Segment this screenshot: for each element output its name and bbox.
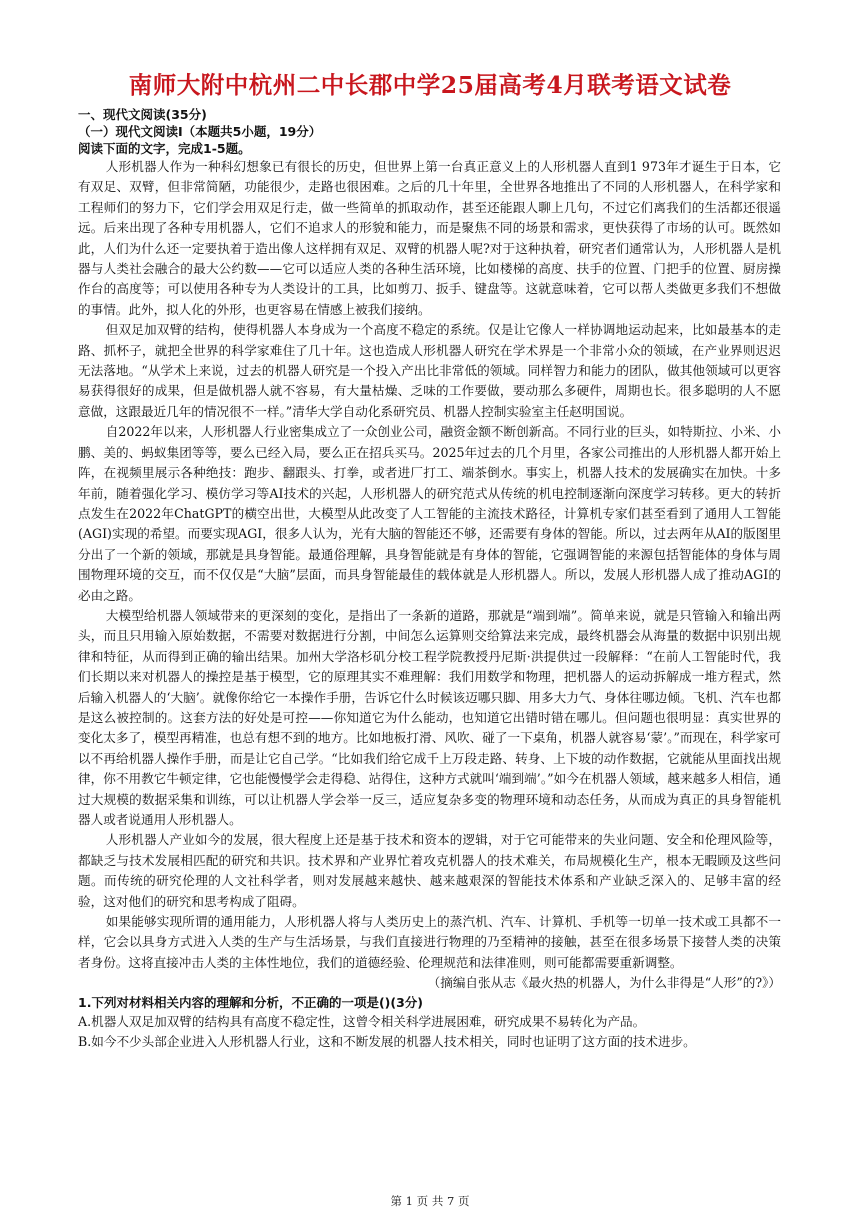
subsection-heading: （一）现代文阅读Ⅰ（本题共5小题，19分） [78,124,322,139]
article-source: （摘编自张从志《最火热的机器人，为什么非得是“人形”的?》） [427,975,781,991]
article-paragraph-6: 如果能够实现所谓的通用能力，人形机器人将与人类历史上的蒸汽机、汽车、计算机、手机等一切单一技术或工具都不一样，它会以具身方式进入人类的生产与生活场景，与我们直接进行物理的乃至精神的接触，甚至在很多场景下接替人类的决策者身份。这将直接冲击人类的主体性地位，我们的道德经验、伦理规范和法律准则，则可能都需要重新调整。 [78,914,781,970]
section-heading: 一、现代文阅读(35分) [78,107,207,122]
article-paragraph-4: 大模型给机器人领域带来的更深刻的变化，是指出了一条新的道路，那就是“端到端”。简单来说，就是只管输入和输出两头，而且只用输入原始数据，不需要对数据进行分割，中间怎么运算则交给算法来完成，最终机器会从海量的数据中识别出规律和特征，从而得到正确的输出结果。加州大学洛杉矶分校工程学院教授丹尼斯·洪提供过一段解释：“在前人工智能时代，我们长期以来对机器人的操控是基于模型，它的原理其实不难理解：我们用数学和物理，把机器人的运动拆解成一堆方程式，然后输入机器人的‘大脑’。就像你给它一本操作手册，告诉它什么时候该迈哪只脚、用多大力气、身体往哪边倾。飞机、汽车也都是这么被控制的。这套方法的好处是可控——你知道它为什么能动，也知道它出错时错在哪儿。但问题也很明显：真实世界的变化太多了，模型再精准，也总有想不到的地方。比如地板打滑、风吹、碰了一下桌角，机器人就容易‘蒙’。”而现在，科学家可以不再给机器人操作手册，而是让它自己学。“比如我们给它成千上万段走路、转身、上下坡的动作数据，它就能从里面找出规律，你不用教它牛顿定律，它也能慢慢学会走得稳、站得住，这种方式就叫‘端到端’。”如今在机器人领域，越来越多人相信，通过大规模的数据采集和训练，可以让机器人学会举一反三，适应复杂多变的物理环境和动态任务，从而成为真正的具身智能机器人或者说通用人形机器人。 [78,607,781,827]
article-paragraph-1: 人形机器人作为一种科幻想象已有很长的历史，但世界上第一台真正意义上的人形机器人直到1 973年才诞生于日本，它有双足、双臂，但非常简陋，功能很少，走路也很困难。之后的几十年里，全世界各地推出了不同的人形机器人，在科学家和工程师们的努力下，它们学会用双足行走，做一些简单的抓取动作，甚至还能跟人聊上几句，不过它们离我们的生活都还很遥远。后来出现了各种专用机器人，它们不追求人的形貌和能力，而是聚焦不同的场景和需求，更快获得了市场的认可。既然如此，人们为什么还一定要执着于造出像人这样拥有双足、双臂的机器人呢?对于这种执着，研究者们通常认为，人形机器人是机器与人类社会融合的最大公约数——它可以适应人类的各种生活环境，比如楼梯的高度、扶手的位置、门把手的位置、厨房操作台的高度等；可以使用各种专为人类设计的工具，比如剪刀、扳手、键盘等。这就意味着，它可以帮人类做更多我们不想做的事情。此外，拟人化的外形，也更容易在情感上被我们接纳。 [78,159,781,317]
reading-instruction: 阅读下面的文字，完成1-5题。 [78,141,251,156]
question-1-option-a: A.机器人双足加双臂的结构具有高度不稳定性，这曾令相关科学进展困难，研究成果不易转化为产品。 [78,1014,646,1030]
article-paragraph-2: 但双足加双臂的结构，使得机器人本身成为一个高度不稳定的系统。仅是让它像人一样协调地运动起来，比如最基本的走路、抓杯子，就把全世界的科学家难住了几十年。这也造成人形机器人研究在学术界是一个非常小众的领域，在产业界则迟迟无法落地。“从学术上来说，过去的机器人研究是一个投入产出比非常低的领域。同样智力和能力的团队，做其他领域可以更容易获得很好的成果，但是做机器人就不容易，有大量枯燥、乏味的工作要做，要动那么多硬件，周期也长。很多聪明的人不愿意做，这跟最近几年的情况很不一样。”清华大学自动化系研究员、机器人控制实验室主任赵明国说。 [78,322,781,419]
article-paragraph-3: 自2022年以来，人形机器人行业密集成立了一众创业公司，融资金额不断创新高。不同行业的巨头，如特斯拉、小米、小鹏、美的、蚂蚁集团等等，要么已经入局，要么正在招兵买马。2025年过去的几个月里，各家公司推出的人形机器人都开始上阵，在视频里展示各种绝技：跑步、翻跟头、打拳，或者进厂打工、端茶倒水。事实上，机器人技术的发展确实在加快。十多年前，随着强化学习、模仿学习等AI技术的兴起，人形机器人的研究范式从传统的机电控制逐渐向深度学习转移。更大的转折点发生在2022年ChatGPT的横空出世，大模型从此改变了人工智能的主流技术路径，计算机专家们甚至看到了通用人工智能(AGI)实现的希望。而要实现AGI，很多人认为，光有大脑的智能还不够，还需要有身体的智能。所以，过去两年从AI的版图里分出了一个新的领域，那就是具身智能。最通俗理解，具身智能就是有身体的智能，它强调智能的来源包括智能体的身体与周围物理环境的交互，而不仅仅是“大脑”层面，而具身智能最佳的载体就是人形机器人。所以，发展人形机器人成了推动AGI的必由之路。 [78,424,781,603]
question-1-title: 1.下列对材料相关内容的理解和分析，不正确的一项是()(3分) [78,995,423,1011]
question-1-option-b: B.如今不少头部企业进入人形机器人行业，这和不断发展的机器人技术相关，同时也证明了这方面的技术进步。 [78,1034,696,1050]
exam-title: 南师大附中杭州二中长郡中学25届高考4月联考语文试卷 [128,71,732,99]
exam-page [78,66,781,1186]
article-paragraph-5: 人形机器人产业如今的发展，很大程度上还是基于技术和资本的逻辑，对于它可能带来的失业问题、安全和伦理风险等，都缺乏与技术发展相匹配的研究和共识。技术界和产业界忙着攻克机器人的技术难关，布局规模化生产，根本无暇顾及这些问题。而传统的研究伦理的人文社科学者，则对发展越来越快、越来越艰深的智能技术体系和产业缺乏深入的、足够丰富的经验，这对他们的研究和思考构成了阻碍。 [78,832,781,909]
page-footer: 第 1 页 共 7 页 [390,1194,470,1208]
